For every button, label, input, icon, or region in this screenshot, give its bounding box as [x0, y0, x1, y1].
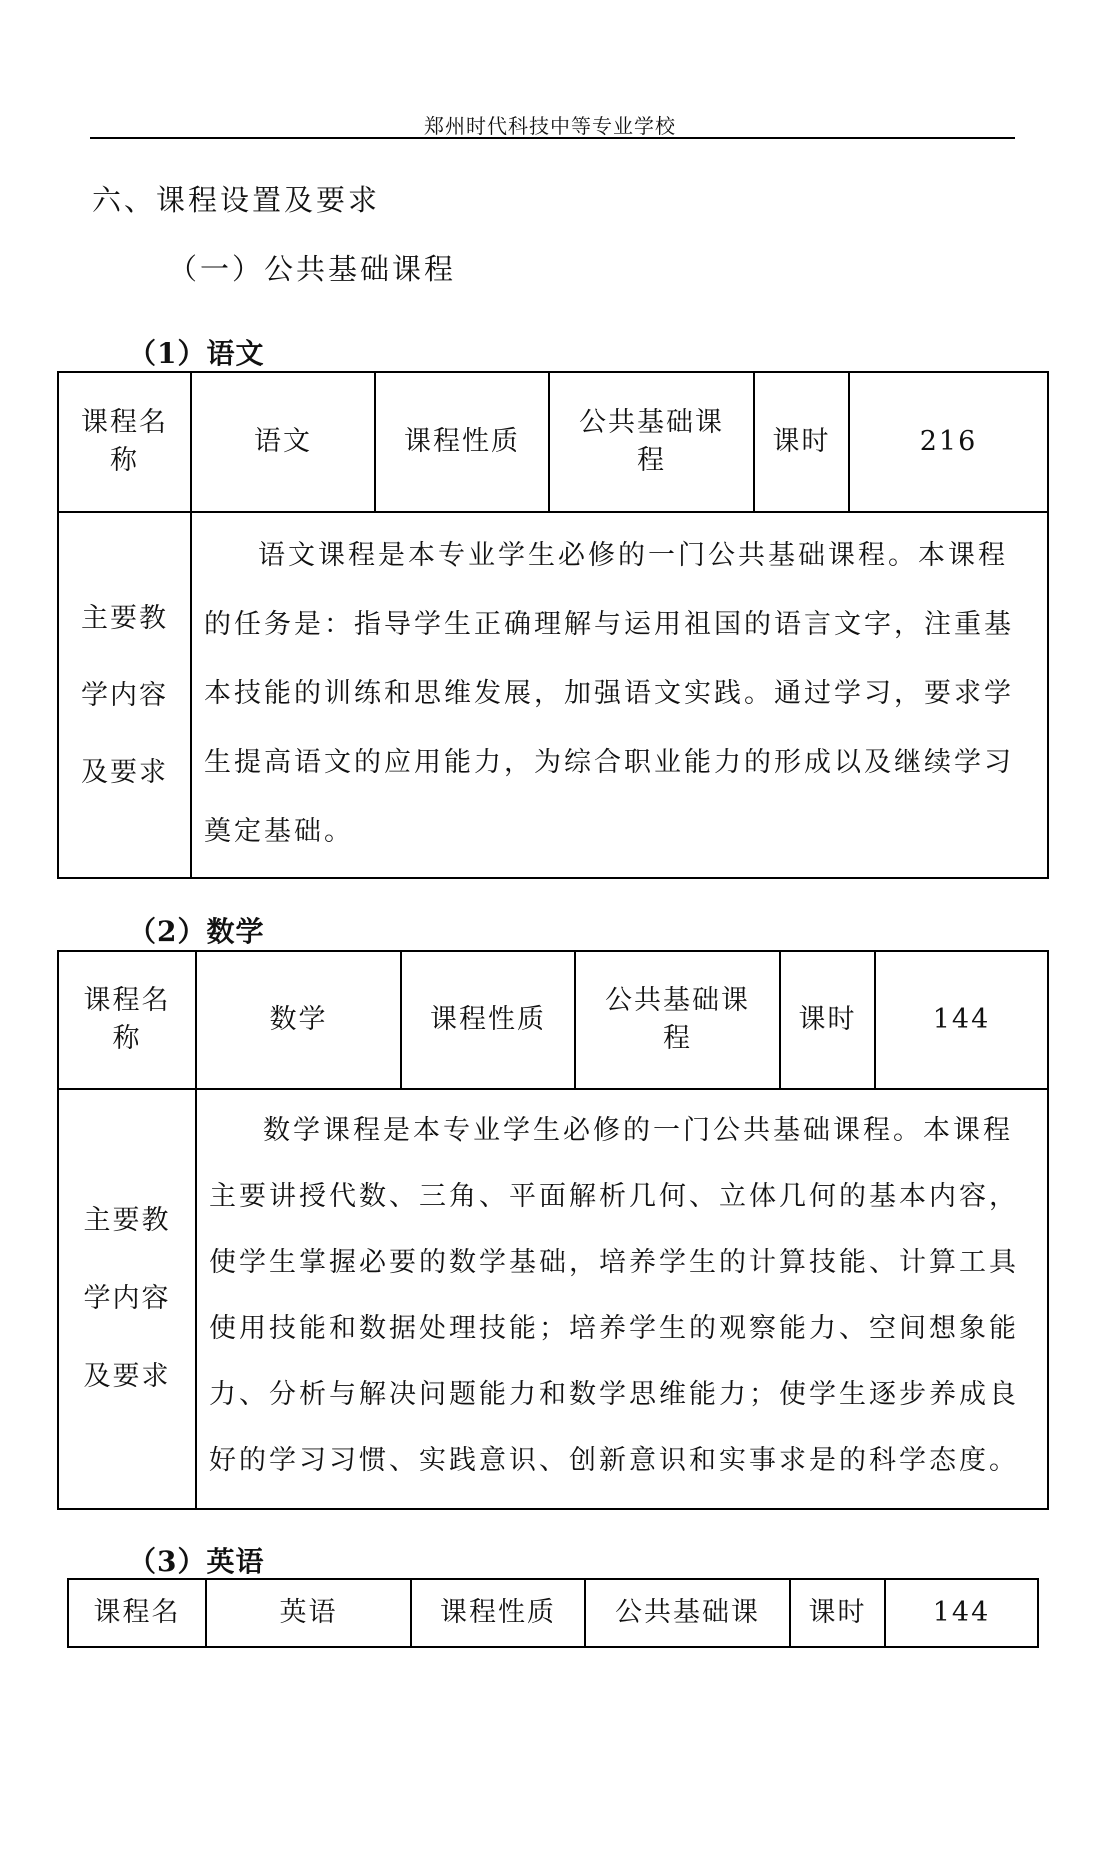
course-name-value: 语文: [191, 372, 375, 512]
course-content-label: 主要教 学内容 及要求: [58, 1089, 196, 1509]
section-title: 六、课程设置及要求: [92, 183, 381, 217]
course-info-row: [58, 372, 1048, 512]
course-nature-label: 课程性质: [375, 372, 549, 512]
course-content-label: 主要教 学内容 及要求: [58, 512, 191, 878]
course-heading-english: （3）英语: [128, 1545, 265, 1578]
course-nature-label: 课程性质: [411, 1579, 585, 1647]
course-content-text: 语文课程是本专业学生必修的一门公共基础课程。本课程的任务是：指导学生正确理解与运用祖国的语言文字，注重基本技能的训练和思维发展，加强语文实践。通过学习，要求学生提高语文的应用能力，为综合职业能力的形成以及继续学习奠定基础。: [191, 512, 1048, 878]
course-nature-label: 课程性质: [401, 951, 575, 1089]
course-content-row: [58, 1089, 1048, 1509]
course-nature-value: 公共基础课 程: [549, 372, 754, 512]
course-table-math: [57, 950, 1049, 1510]
course-name-value: 英语: [206, 1579, 411, 1647]
course-hours-value: 216: [849, 372, 1048, 512]
course-name-label: 课程名 称: [58, 951, 196, 1089]
subsection-title: （一）公共基础课程: [168, 252, 457, 286]
course-heading-chinese: （1）语文: [128, 337, 265, 370]
page-header-school: 郑州时代科技中等专业学校: [424, 114, 676, 138]
course-table-english: [67, 1578, 1039, 1648]
course-content-row: [58, 512, 1048, 878]
course-info-row: [68, 1579, 1038, 1647]
course-name-label: 课程名: [68, 1579, 206, 1647]
course-nature-value: 公共基础课 程: [575, 951, 780, 1089]
course-name-value: 数学: [196, 951, 401, 1089]
course-content-text: 数学课程是本专业学生必修的一门公共基础课程。本课程主要讲授代数、三角、平面解析几何、立体几何的基本内容，使学生掌握必要的数学基础，培养学生的计算技能、计算工具使用技能和数据处理技能；培养学生的观察能力、空间想象能力、分析与解决问题能力和数学思维能力；使学生逐步养成良好的学习习惯、实践意识、创新意识和实事求是的科学态度。: [196, 1089, 1048, 1509]
course-table-chinese: [57, 371, 1049, 879]
course-hours-label: 课时: [754, 372, 849, 512]
course-hours-value: 144: [885, 1579, 1038, 1647]
course-name-label: 课程名 称: [58, 372, 191, 512]
course-nature-value: 公共基础课: [585, 1579, 790, 1647]
header-divider: [90, 137, 1015, 139]
course-info-row: [58, 951, 1048, 1089]
course-hours-label: 课时: [780, 951, 875, 1089]
course-hours-label: 课时: [790, 1579, 885, 1647]
course-hours-value: 144: [875, 951, 1048, 1089]
course-heading-math: （2）数学: [128, 915, 265, 948]
